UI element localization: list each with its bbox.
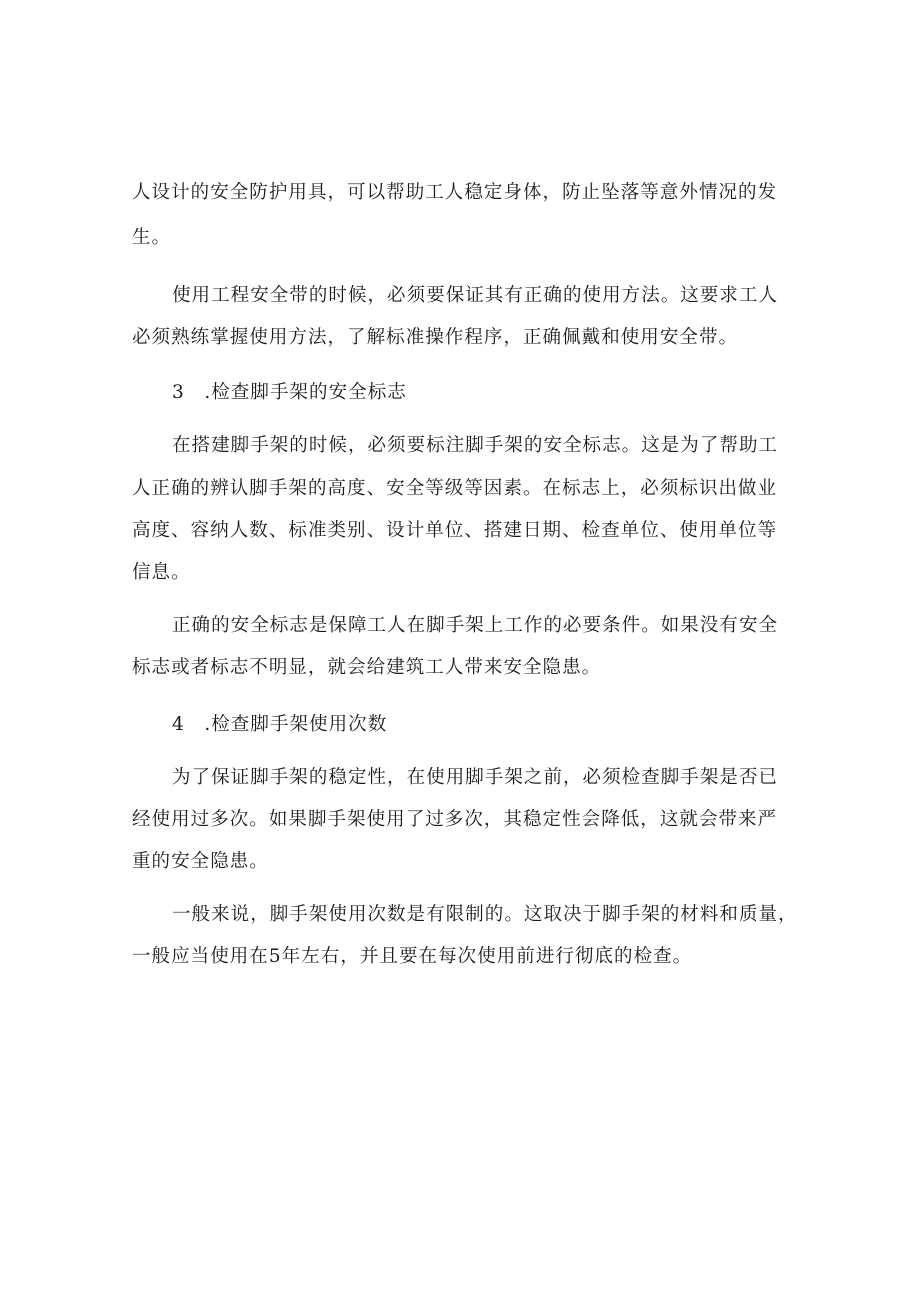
paragraph-line: 正确的安全标志是保障工人在脚手架上工作的必要条件。如果没有安全 xyxy=(172,615,779,636)
paragraph-line: 重的安全隐患。 xyxy=(132,851,269,872)
paragraph-line: 必须熟练掌握使用方法，了解标准操作程序，正确佩戴和使用安全带。 xyxy=(132,327,739,348)
paragraph-line: 在搭建脚手架的时候，必须要标注脚手架的安全标志。这是为了帮助工 xyxy=(172,435,779,456)
paragraph-line: 人正确的辨认脚手架的高度、安全等级等因素。在标志上，必须标识出做业 xyxy=(132,478,778,499)
section-heading-4: 4 .检查脚手架使用次数 xyxy=(172,714,388,735)
paragraph-line: 为了保证脚手架的稳定性，在使用脚手架之前，必须检查脚手架是否已 xyxy=(172,767,779,788)
paragraph-line: 一般应当使用在5年左右，并且要在每次使用前进行彻底的检查。 xyxy=(132,946,693,967)
paragraph-line: 一般来说，脚手架使用次数是有限制的。这取决于脚手架的材料和质量， xyxy=(172,904,798,925)
paragraph-line: 经使用过多次。如果脚手架使用了过多次，其稳定性会降低，这就会带来严 xyxy=(132,809,778,830)
paragraph-line: 人设计的安全防护用具，可以帮助工人稳定身体，防止坠落等意外情况的发 xyxy=(132,182,778,203)
paragraph-line: 高度、容纳人数、标准类别、设计单位、搭建日期、检查单位、使用单位等 xyxy=(132,520,778,541)
paragraph-line: 生。 xyxy=(132,227,172,248)
section-heading-3: 3 .检查脚手架的安全标志 xyxy=(172,382,407,403)
paragraph-line: 信息。 xyxy=(132,562,191,583)
paragraph-line: 标志或者标志不明显，就会给建筑工人带来安全隐患。 xyxy=(132,657,602,678)
paragraph-line: 使用工程安全带的时候，必须要保证其有正确的使用方法。这要求工人 xyxy=(172,285,779,306)
